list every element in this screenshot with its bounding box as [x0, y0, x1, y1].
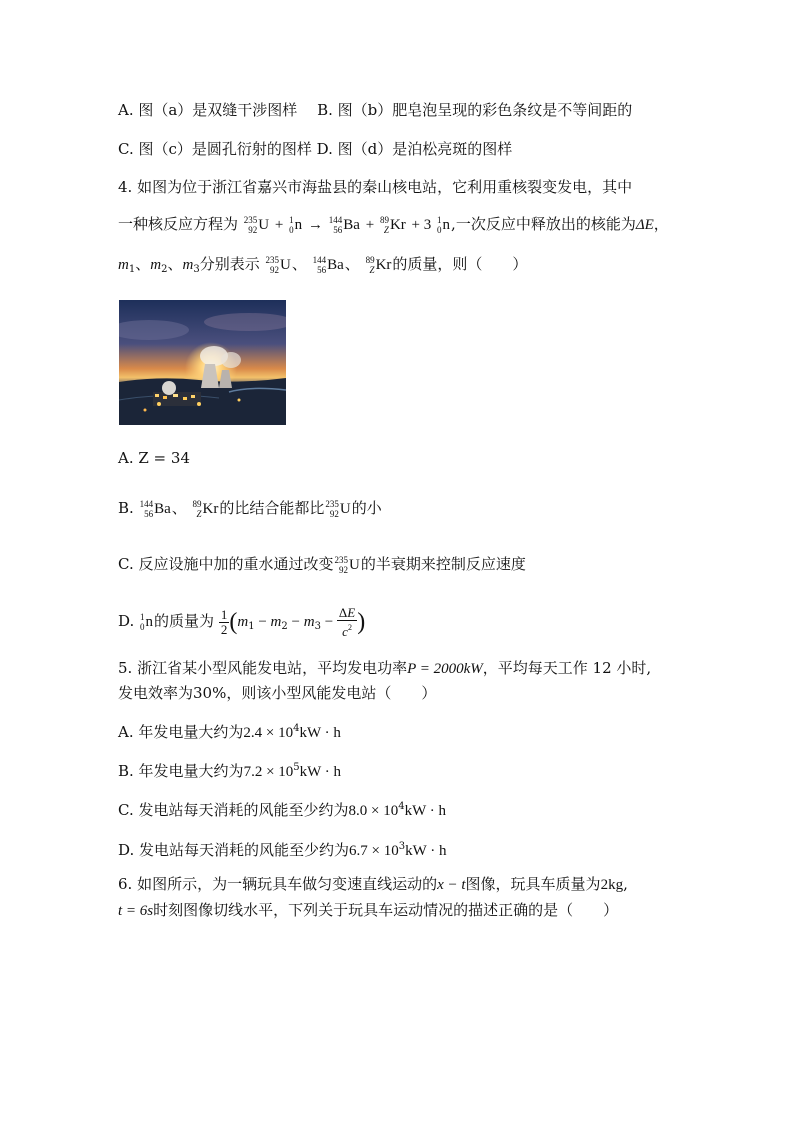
nuclide-ba144-ref: 144 56 Ba: [312, 255, 344, 275]
nuclide-neutron-d: 1 0 n: [140, 612, 154, 632]
nuclide-u235-ref: 235 92 U: [265, 255, 291, 275]
q5-option-b: B. 年发电量大约为$7.2 \times 10^5kW \cdot h$: [118, 762, 342, 780]
nuclide-kr89: 89 Z Kr: [379, 215, 406, 235]
q4-option-b: B. 144 56 Ba 、 89 Z Kr 的比结合能都比 235 92 U 的小: [118, 494, 382, 522]
q4-line2-pre: 一种核反应方程为: [118, 215, 239, 233]
q3-options-ab: A. 图（a）是双缝干涉图样 B. 图（b）肥皂泡呈现的彩色条纹是不等间距的: [118, 101, 633, 119]
nuclide-ba144: 144 56 Ba: [328, 215, 360, 235]
nuclide-ba144-b: 144 56 Ba: [139, 499, 171, 519]
q4-option-c: C. 反应设施中加的重水通过改变 235 92 U 的半衰期来控制反应速度: [118, 550, 526, 578]
nuclide-neutron: 1 0 n: [289, 215, 303, 235]
nuclide-kr89-ref: 89 Z Kr: [365, 255, 392, 275]
q4-option-d: D. 1 0 n 的质量为 $\frac{1}{2}$ ($m_1 - m_2 - m_3$ − $\frac{\Delta E}{c^2}$ ): [118, 604, 366, 639]
q5-option-a: A. 年发电量大约为$2.4 \times 10^4kW \cdot h$: [118, 723, 341, 741]
nuclide-u235-c: 235 92 U: [334, 555, 360, 575]
fraction-delta-e-c2: $\frac{\Delta E}{c^2}$: [338, 604, 356, 639]
delta-e: ΔE: [635, 217, 654, 233]
fraction-half: $\frac{1}{2}$: [220, 606, 228, 637]
q4-stem-line3: $m_1$、$m_2$、$m_3$分别表示 235 92 U 、 144 56 Ba 、 89 Z Kr 的质量，则（ ）: [118, 250, 527, 278]
q3-options-cd: C. 图（c）是圆孔衍射的图样 D. 图（d）是泊松亮斑的图样: [118, 140, 513, 158]
q5-option-d: D. 发电站每天消耗的风能至少约为$6.7 \times 10^3kW \cdot h$: [118, 841, 447, 859]
nuclide-neutron-3: 1 0 n: [437, 215, 451, 235]
q5-stem-line1: 5. 浙江省某小型风能发电站，平均发电功率P = 2000kW，平均每天工作 12 小时,: [118, 659, 652, 677]
nuclide-u235-b: 235 92 U: [325, 499, 351, 519]
q4-option-a: A. Z = 34: [118, 449, 190, 467]
nuclide-kr89-b: 89 Z Kr: [192, 499, 219, 519]
q5-option-c: C. 发电站每天消耗的风能至少约为$8.0 \times 10^4kW \cdot h$: [118, 801, 446, 819]
q4-stem-line1: 4. 如图为位于浙江省嘉兴市海盐县的秦山核电站，它利用重核裂变发电，其中: [118, 178, 633, 196]
q6-stem-line2: t = 6s时刻图像切线水平，下列关于玩具车运动情况的描述正确的是（ ）: [118, 901, 619, 919]
q5-stem-line2: 发电效率为30%，则该小型风能发电站（ ）: [118, 684, 437, 702]
nuclide-u235: 235 92 U: [243, 215, 270, 235]
q4-stem-line2: 一种核反应方程为 235 92 U + 1 0 n → 144 56 Ba + 89 Z Kr + 3 1 0 n ,一次反应中释放出的核能为ΔE，: [118, 210, 669, 238]
q6-stem-line1: 6. 如图所示，为一辆玩具车做匀变速直线运动的x − t图像，玩具车质量为2kg,: [118, 875, 628, 893]
nuclear-power-plant-photo: [119, 300, 286, 425]
